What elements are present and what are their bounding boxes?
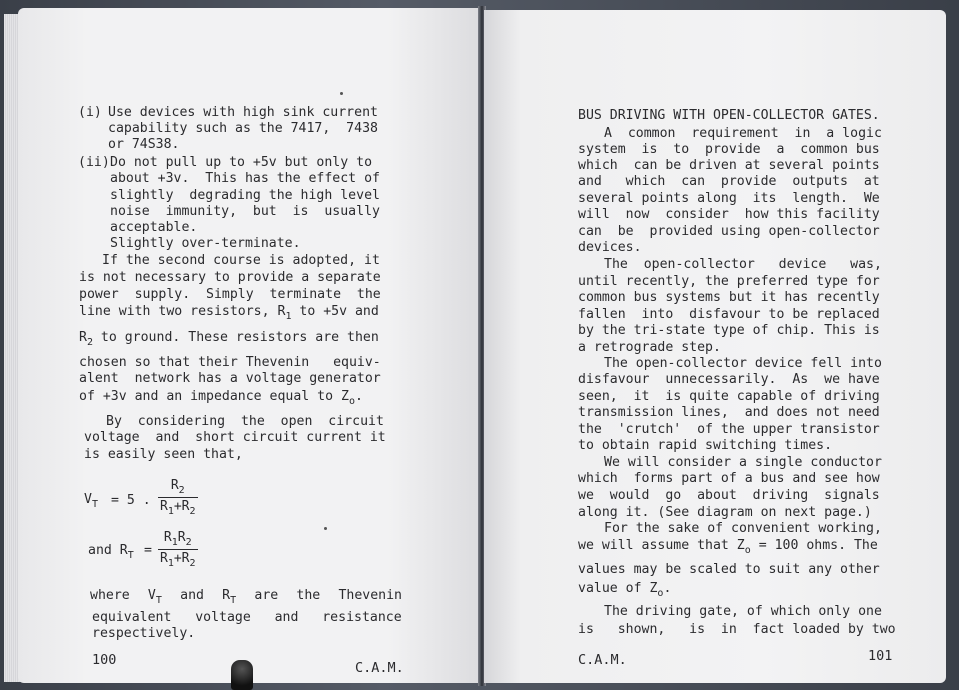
paragraph-line: a retrograde step. — [578, 340, 721, 355]
footer-label: C.A.M. — [578, 652, 627, 668]
paragraph-line: fallen into disfavour to be replaced — [578, 307, 880, 322]
paragraph-line: values may be scaled to suit any other — [578, 562, 880, 577]
paragraph-line: by the tri-state type of chip. This is — [578, 323, 880, 338]
paragraph-line: The driving gate, of which only one — [604, 604, 882, 619]
paragraph-line: $R_2$ to ground. These resistors are then — [79, 330, 379, 348]
equation-1-numerator: $R_2$ — [170, 478, 185, 496]
equation-1-denominator: $R_1+R_2$ — [160, 499, 196, 517]
paragraph-line: value of $Z_o$. — [578, 581, 672, 599]
paragraph-line: chosen so that their Thevenin equiv- — [79, 355, 381, 370]
paragraph-line: several points along its length. We — [578, 191, 880, 206]
list-marker-i: (i) — [78, 105, 102, 120]
ink-speck — [324, 527, 327, 530]
paragraph-line: which can be driven at several points — [578, 158, 880, 173]
equation-2-denominator: $R_1+R_2$ — [160, 551, 196, 569]
equation-2-lhs: and $R_T$ — [88, 543, 134, 561]
equation-2-operator: = — [144, 543, 152, 558]
section-heading: BUS DRIVING WITH OPEN-COLLECTOR GATES. — [578, 108, 880, 123]
list-item-i-line: capability such as the 7417, 7438 — [108, 121, 378, 136]
paragraph-line: common bus systems but it has recently — [578, 290, 880, 305]
paragraph-line: is shown, is in fact loaded by two — [578, 622, 896, 637]
list-item-ii-line: acceptable. — [110, 220, 198, 235]
right-page — [484, 10, 946, 683]
paragraph-line: along it. (See diagram on next page.) — [578, 505, 872, 520]
list-item-i-line: or 74S38. — [108, 137, 180, 152]
paragraph-line: is not necessary to provide a separate — [79, 270, 381, 285]
paragraph-line: where $V_T$ and $R_T$ are the Thevenin — [90, 588, 402, 606]
paragraph-line: alent network has a voltage generator — [79, 371, 381, 386]
equation-2-numerator: $R_1R_2$ — [163, 530, 192, 548]
footer-label: C.A.M. — [355, 660, 404, 676]
equation-2-fraction — [158, 530, 198, 569]
paragraph-line: which forms part of a bus and see how — [578, 471, 880, 486]
paragraph-line: seen, it is quite capable of driving — [578, 389, 880, 404]
paragraph-line: By considering the open circuit — [106, 414, 384, 429]
paragraph-line: If the second course is adopted, it — [102, 253, 380, 268]
page-number: 100 — [92, 652, 117, 668]
equation-1-lhs: $V_T$ — [84, 492, 98, 510]
paragraph-line: we would go about driving signals — [578, 488, 880, 503]
left-page — [18, 8, 480, 683]
paragraph-line: devices. — [578, 240, 642, 255]
paragraph-line: can be provided using open-collector — [578, 224, 880, 239]
ink-speck — [340, 92, 343, 95]
paragraph-line: We will consider a single conductor — [604, 455, 882, 470]
paragraph-line: line with two resistors, $R_1$ to +5v and — [79, 304, 379, 322]
paragraph-line: we will assume that $Z_o = 100$ ohms. The — [578, 538, 878, 556]
paragraph-line: is easily seen that, — [84, 447, 243, 462]
list-item-ii-line: slightly degrading the high level — [110, 188, 380, 203]
paragraph-line: disfavour unnecessarily. As we have — [578, 372, 880, 387]
paragraph-line: will now consider how this facility — [578, 207, 880, 222]
paragraph-line: equivalent voltage and resistance — [92, 610, 402, 625]
list-item-ii-line: Do not pull up to +5v but only to — [110, 155, 373, 170]
paragraph-line: The open-collector device fell into — [604, 356, 882, 371]
paragraph-line: respectively. — [92, 626, 196, 641]
list-marker-ii: (ii) — [78, 155, 110, 170]
paragraph-line: The open-collector device was, — [604, 257, 882, 272]
paragraph-line: until recently, the preferred type for — [578, 274, 880, 289]
list-item-i-line: Use devices with high sink current — [108, 105, 378, 120]
equation-1-fraction — [158, 478, 198, 517]
paragraph-line: and which can provide outputs at — [578, 174, 880, 189]
paragraph-line: A common requirement in a logic — [604, 126, 882, 141]
paragraph-line: system is to provide a common bus — [578, 142, 880, 157]
paragraph-line: transmission lines, and does not need — [578, 405, 880, 420]
paragraph-line: voltage and short circuit current it — [84, 430, 386, 445]
paragraph-line: power supply. Simply terminate the — [79, 287, 381, 302]
paragraph-line: the 'crutch' of the upper transistor — [578, 422, 880, 437]
paragraph-line: of +3v and an impedance equal to $Z_o$. — [79, 389, 363, 407]
paragraph-line: to obtain rapid switching times. — [578, 438, 833, 453]
book-clip — [231, 660, 253, 690]
paragraph-line: For the sake of convenient working, — [604, 521, 882, 536]
list-item-ii-line: about +3v. This has the effect of — [110, 171, 380, 186]
list-item-iii-line: Slightly over-terminate. — [110, 236, 301, 251]
list-item-ii-line: noise immunity, but is usually — [110, 204, 380, 219]
page-number: 101 — [868, 648, 893, 664]
equation-1-operator: = 5 . — [111, 493, 151, 508]
